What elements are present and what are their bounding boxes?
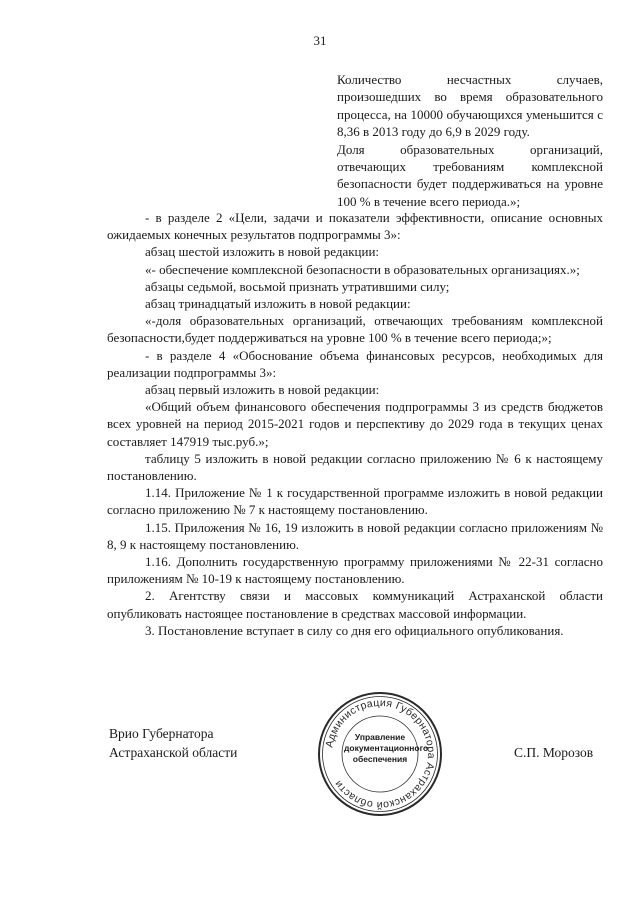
signatory-name: С.П. Морозов (514, 745, 594, 760)
body-paragraph: абзац первый изложить в новой редакции: (145, 382, 380, 398)
body-paragraph: «Общий объем финансового обеспечения подпрограммы 3 из средств бюджетов всех уровней на период 2015-2021 годов и перспективу до 2029 года в текущих ценах составляет 147919 тыс.руб.»; (107, 399, 603, 449)
body-paragraph: 3. Постановление вступает в силу со дня его официального опубликования. (145, 622, 564, 638)
signatory-title-line: Врио Губернатора (109, 726, 214, 741)
body-paragraph: - в разделе 2 «Цели, задачи и показатели эффективности, описание основных ожидаемых конечных результатов подпрограммы 3»: (107, 210, 603, 243)
body-paragraph: «-доля образовательных организаций, отвечающих требованиям комплексной безопасности,будет поддерживаться на уровне 100 % в течение всего периода;»; (107, 313, 603, 346)
page-number: 31 (313, 33, 327, 48)
body-paragraph: - в разделе 4 «Обоснование объема финансовых ресурсов, необходимых для реализации подпрограммы 3»: (107, 347, 603, 380)
body-paragraph: абзац тринадцатый изложить в новой редакции: (145, 296, 411, 312)
body-paragraph: таблицу 5 изложить в новой редакции согласно приложению № 6 к настоящему постановлению. (107, 450, 603, 484)
body-paragraph: абзацы седьмой, восьмой признать утратившими силу; (145, 278, 450, 294)
seal-ring-text: Администрация Губернатора Астраханской области (323, 696, 438, 812)
quote-paragraph-safety-share: Доля образовательных организаций, отвечающих требованиям комплексной безопасности будет поддерживаться на уровне 100 % в течение всего периода.»; (337, 141, 603, 209)
seal-center-line: Управление (354, 732, 406, 742)
quoted-indicators-block (337, 71, 603, 210)
seal-center-line: документационного (344, 743, 429, 753)
body-paragraph: 2. Агентству связи и массовых коммуникаций Астраханской области опубликовать настоящее постановление в средствах массовой информации. (107, 588, 603, 621)
document-body (107, 209, 603, 639)
body-paragraph: 1.15. Приложения № 16, 19 изложить в новой редакции согласно приложениям № 8, 9 к настоящему постановлению. (107, 519, 603, 552)
seal-center-line: обеспечения (352, 754, 408, 764)
official-seal (316, 690, 444, 818)
seal-center-text (344, 732, 429, 765)
body-paragraph: «- обеспечение комплексной безопасности в образовательных организациях.»; (145, 261, 580, 277)
body-paragraph: абзац шестой изложить в новой редакции: (145, 244, 380, 260)
signatory-title (109, 724, 237, 762)
quote-paragraph-accidents: Количество несчастных случаев, произошедших во время образовательного процесса, на 10000 обучающихся уменьшится с 8,36 в 2013 году до 6,9 в 2029 году. (337, 72, 603, 140)
signatory-title-line: Астраханской области (109, 745, 238, 760)
body-paragraph: 1.16. Дополнить государственную программу приложениями № 22-31 согласно приложениям № 10-19 к настоящему постановлению. (107, 554, 603, 587)
body-paragraph: 1.14. Приложение № 1 к государственной программе изложить в новой редакции согласно приложению № 7 к настоящему постановлению. (107, 485, 603, 518)
